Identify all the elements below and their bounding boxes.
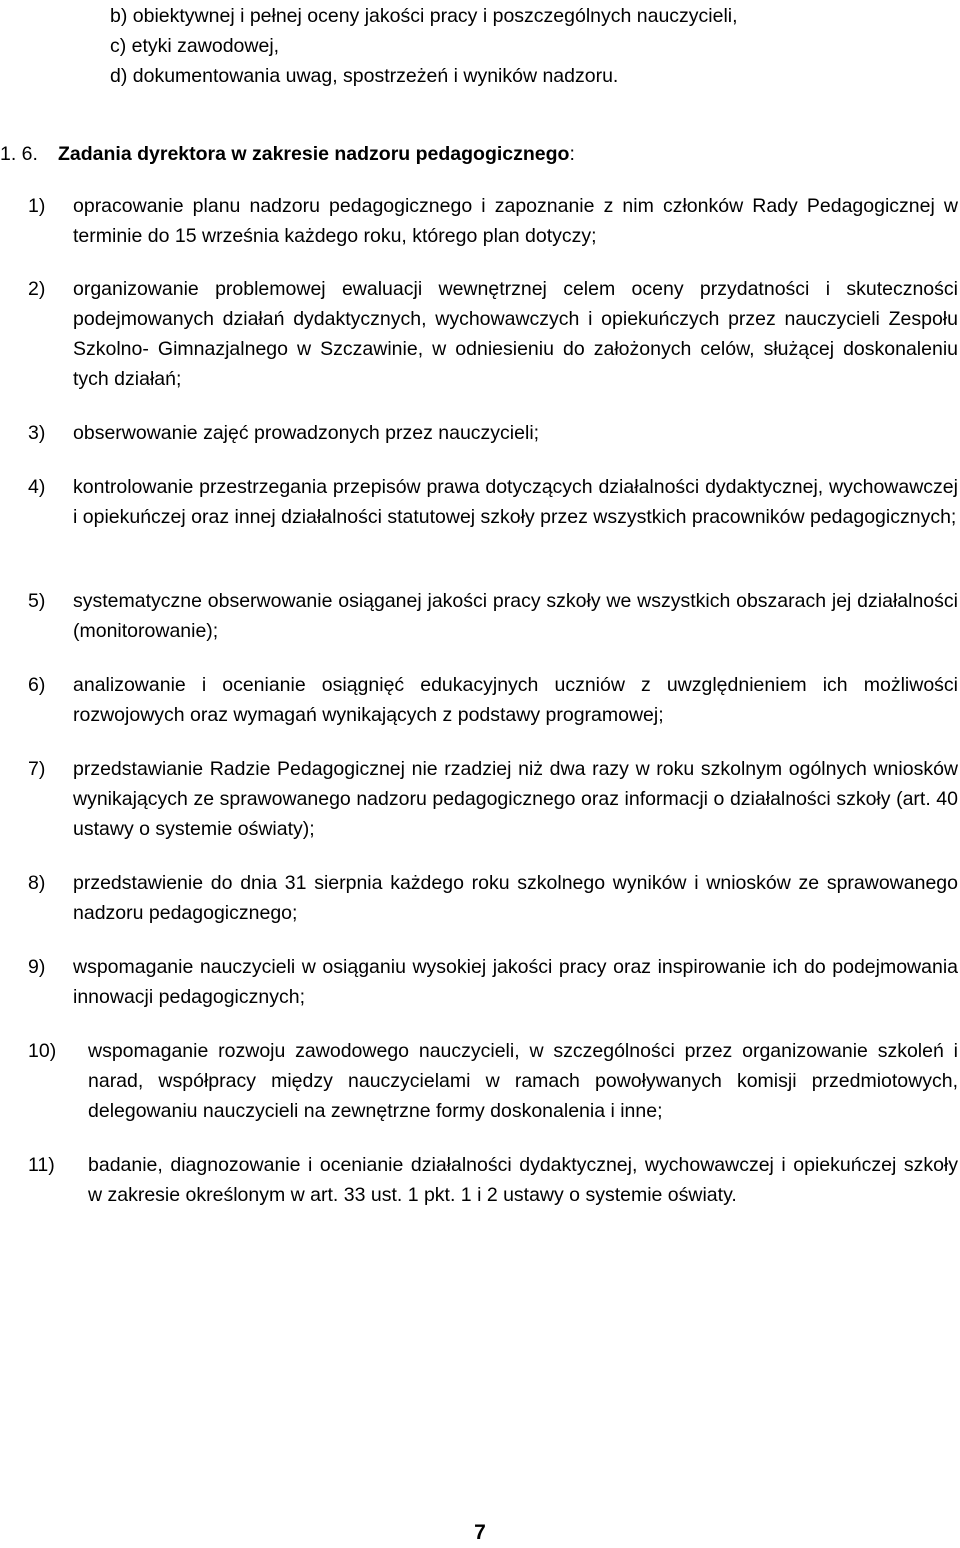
task-number: 5) (28, 590, 46, 612)
task-number: 2) (28, 278, 46, 300)
task-number: 9) (28, 956, 46, 978)
task-item-5 (28, 586, 958, 646)
task-number: 4) (28, 476, 46, 498)
task-text: badanie, diagnozowanie i ocenianie działalności dydaktycznej, wychowawczej i opiekuńczej szkoły w zakresie określonym w art. 33 ust. 1 pkt. 1 i 2 ustawy o systemie oświaty. (88, 1154, 958, 1206)
task-item-6 (28, 670, 958, 730)
section-title: Zadania dyrektora w zakresie nadzoru pedagogicznego (58, 143, 570, 165)
task-text: obserwowanie zajęć prowadzonych przez nauczycieli; (73, 422, 540, 444)
task-number: 11) (28, 1154, 55, 1176)
task-number: 1) (28, 195, 46, 217)
intro-item-c: c) etyki zawodowej, (110, 35, 280, 57)
task-text: analizowanie i ocenianie osiągnięć edukacyjnych uczniów z uwzględnieniem ich możliwości rozwojowych oraz wymagań wynikających z podstawy programowej; (73, 674, 958, 726)
task-number: 8) (28, 872, 46, 894)
section-heading (0, 139, 950, 169)
section-title-suffix: : (569, 143, 575, 165)
task-text: organizowanie problemowej ewaluacji wewnętrznej celem oceny przydatności i skuteczności podejmowanych działań dydaktycznych, wychowawczych i opiekuńczych przez nauczycieli Zespołu Szkolno- Gimnazjalnego w Szczawinie, w odniesieniu do założonych celów, służącej doskonaleniu tych działań; (73, 278, 958, 390)
task-item-1 (28, 191, 958, 251)
task-text: opracowanie planu nadzoru pedagogicznego i zapoznanie z nim członków Rady Pedagogicznej w terminie do 15 września każdego roku, którego plan dotyczy; (73, 195, 958, 247)
task-number: 7) (28, 758, 46, 780)
task-item-9 (28, 952, 958, 1012)
task-text: wspomaganie nauczycieli w osiąganiu wysokiej jakości pracy oraz inspirowanie ich do podejmowania innowacji pedagogicznych; (73, 956, 958, 1008)
task-item-10 (28, 1036, 958, 1126)
task-item-4 (28, 472, 958, 532)
task-text: przedstawienie do dnia 31 sierpnia każdego roku szkolnego wyników i wniosków ze sprawowanego nadzoru pedagogicznego; (73, 872, 958, 924)
task-text: kontrolowanie przestrzegania przepisów prawa dotyczących działalności dydaktycznej, wychowawczej i opiekuńczej oraz innej działalności statutowej szkoły przez wszystkich pracowników pedagogicznych; (73, 476, 958, 528)
page-number: 7 (474, 1521, 486, 1544)
task-number: 6) (28, 674, 46, 696)
task-text: przedstawianie Radzie Pedagogicznej nie rzadziej niż dwa razy w roku szkolnym ogólnych wniosków wynikających ze sprawowanego nadzoru pedagogicznego oraz informacji o działalności szkoły (art. 40 ustawy o systemie oświaty); (73, 758, 958, 840)
intro-item-d: d) dokumentowania uwag, spostrzeżeń i wyników nadzoru. (110, 65, 619, 87)
task-number: 10) (28, 1040, 57, 1062)
intro-item-b: b) obiektywnej i pełnej oceny jakości pracy i poszczególnych nauczycieli, (110, 5, 738, 27)
section-number: 1. 6. (0, 143, 38, 165)
task-item-3 (28, 418, 958, 448)
task-item-2 (28, 274, 958, 394)
task-item-11 (28, 1150, 958, 1210)
task-item-8 (28, 868, 958, 928)
task-text: wspomaganie rozwoju zawodowego nauczycieli, w szczególności przez organizowanie szkoleń i narad, współpracy między nauczycielami w ramach powoływanych komisji przedmiotowych, delegowaniu nauczycieli na zewnętrzne formy doskonalenia i inne; (88, 1040, 958, 1122)
task-number: 3) (28, 422, 46, 444)
task-text: systematyczne obserwowanie osiąganej jakości pracy szkoły we wszystkich obszarach jej działalności (monitorowanie); (73, 590, 958, 642)
task-item-7 (28, 754, 958, 844)
